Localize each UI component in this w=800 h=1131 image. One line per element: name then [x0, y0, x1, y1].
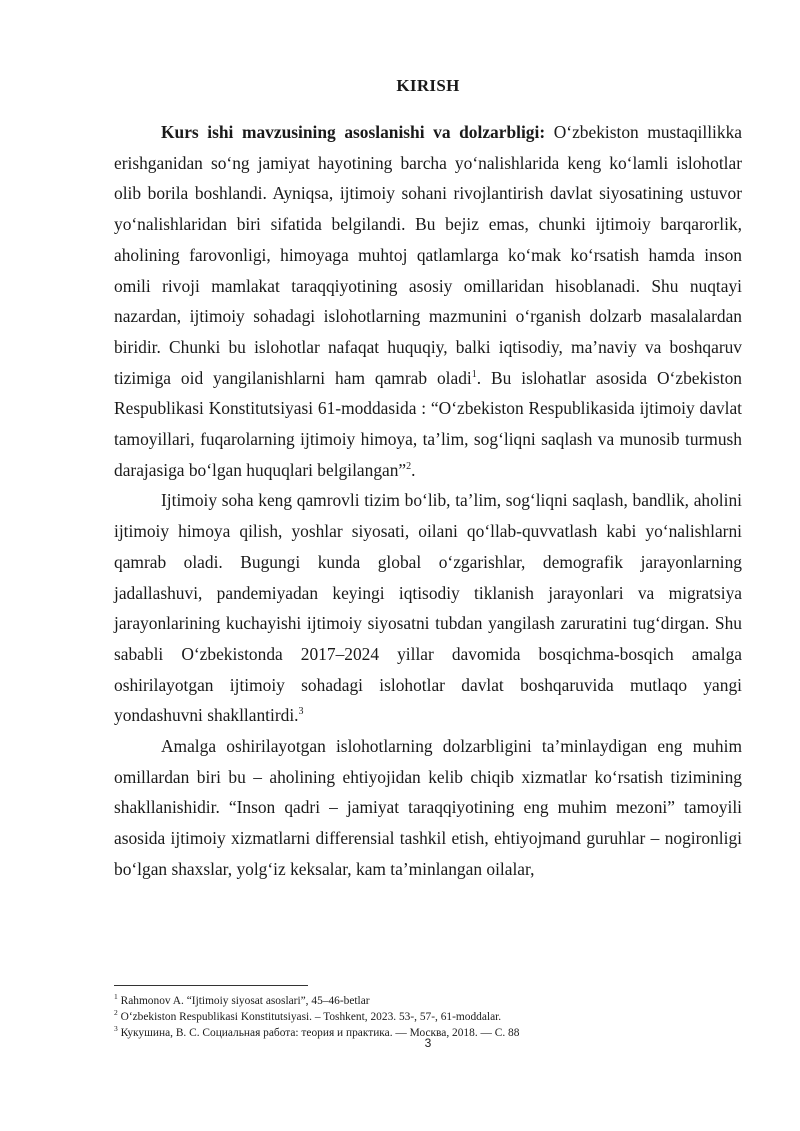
- footnotes: [114, 993, 754, 1041]
- footnote-text: O‘zbekiston Respublikasi Konstitutsiyasi. – Toshkent, 2023. 53-, 57-, 61-moddalar.: [117, 1011, 502, 1023]
- footnote-separator: [114, 985, 308, 986]
- paragraph-2-text: Ijtimoiy soha keng qamrovli tizim bo‘lib, ta’lim, sog‘liqni saqlash, bandlik, aholini ijtimoiy himoya qilish, yoshlar siyosati, oilani qo‘llab-quvvatlash kabi yo‘nalishlarni qamrab oladi. Bugungi kunda global o‘zgarishlar, demografik jarayonlarning jadallashuvi, pandemiyadan keyingi iqtisodiy tiklanish jarayonlari va migratsiya jarayonlarining kuchayishi ijtimoiy siyosatni tubdan yangilash zaruratini tug‘dirgan. Shu sababli O‘zbekistonda 2017–2024 yillar davomida bosqichma-bosqich amalga oshirilayotgan ijtimoiy sohadagi islohotlar davlat boshqaruvida mutlaqo yangi yondashuvni shakllantirdi.: [114, 490, 742, 726]
- footnote-number: 2: [114, 1008, 118, 1018]
- section-heading: KIRISH: [396, 76, 460, 95]
- footnote-ref-2: 2: [406, 460, 412, 472]
- paragraph-1-text-b: . Bu islohatlar asosida O‘zbekiston Respublikasi Konstitutsiyasi 61-moddasida : “O‘zbekiston Respublikasida ijtimoiy davlat tamoyillari, fuqarolarning ijtimoiy himoya, ta’lim, sog‘liqni saqlash va munosib turmush darajasiga bo‘lgan huquqlari belgilangan”: [114, 367, 742, 480]
- footnote-ref-3: 3: [298, 706, 304, 718]
- footnote-text: Rahmonov A. “Ijtimoiy siyosat asoslari”, 45–46-betlar: [117, 995, 370, 1007]
- paragraph-1-text-c: .: [411, 459, 416, 480]
- footnote: [114, 993, 754, 1009]
- paragraph-1: [114, 117, 742, 485]
- paragraph-1-lead: Kurs ishi mavzusining asoslanishi va dolzarbligi:: [161, 122, 546, 142]
- footnote-number: 1: [114, 992, 118, 1002]
- footnote: [114, 1009, 754, 1025]
- footnote-text: Кукушина, В. С. Социальная работа: теория и практика. — Москва, 2018. — С. 88: [117, 1027, 520, 1039]
- footnote-number: 3: [114, 1024, 118, 1034]
- paragraph-1-text-a: O‘zbekiston mustaqillikka erishganidan so‘ng jamiyat hayotining barcha yo‘nalishlarida keng ko‘lamli islohotlar olib borila boshlandi. Ayniqsa, ijtimoiy sohani rivojlantirish davlat siyosatining ustuvor yo‘nalishlaridan biri sifatida belgilandi. Bu bejiz emas, chunki ijtimoiy barqarorlik, aholining farovonligi, himoyaga muhtoj qatlamlarga ko‘mak ko‘rsatish hamda inson omili rivoji mamlakat taraqqiyotining asosiy omillaridan hisoblanadi. Shu nuqtayi nazardan, ijtimoiy sohadagi islohotlarning mazmunini o‘rganish dolzarb masalalardan biridir. Chunki bu islohotlar nafaqat huquqiy, balki iqtisodiy, ma’naviy va boshqaruv tizimiga oid yangilanishlarni ham qamrab oladi: [114, 122, 742, 388]
- footnote-ref-1: 1: [471, 368, 477, 380]
- paragraph-3: [114, 731, 742, 885]
- paragraph-3-text: Amalga oshirilayotgan islohotlarning dolzarbligini ta’minlaydigan eng muhim omillardan biri bu – aholining ehtiyojidan kelib chiqib xizmatlar ko‘rsatish tizimining shakllanishidir. “Inson qadri – jamiyat taraqqiyotining eng muhim mezoni” tamoyili asosida ijtimoiy xizmatlarni differensial tashkil etish, ehtiyojmand guruhlar – nogironligi bo‘lgan shaxslar, yolg‘iz keksalar, kam ta’minlangan oilalar,: [114, 736, 742, 879]
- page-number: 3: [424, 1036, 432, 1050]
- paragraph-2: [114, 485, 742, 731]
- body-text: [114, 117, 742, 885]
